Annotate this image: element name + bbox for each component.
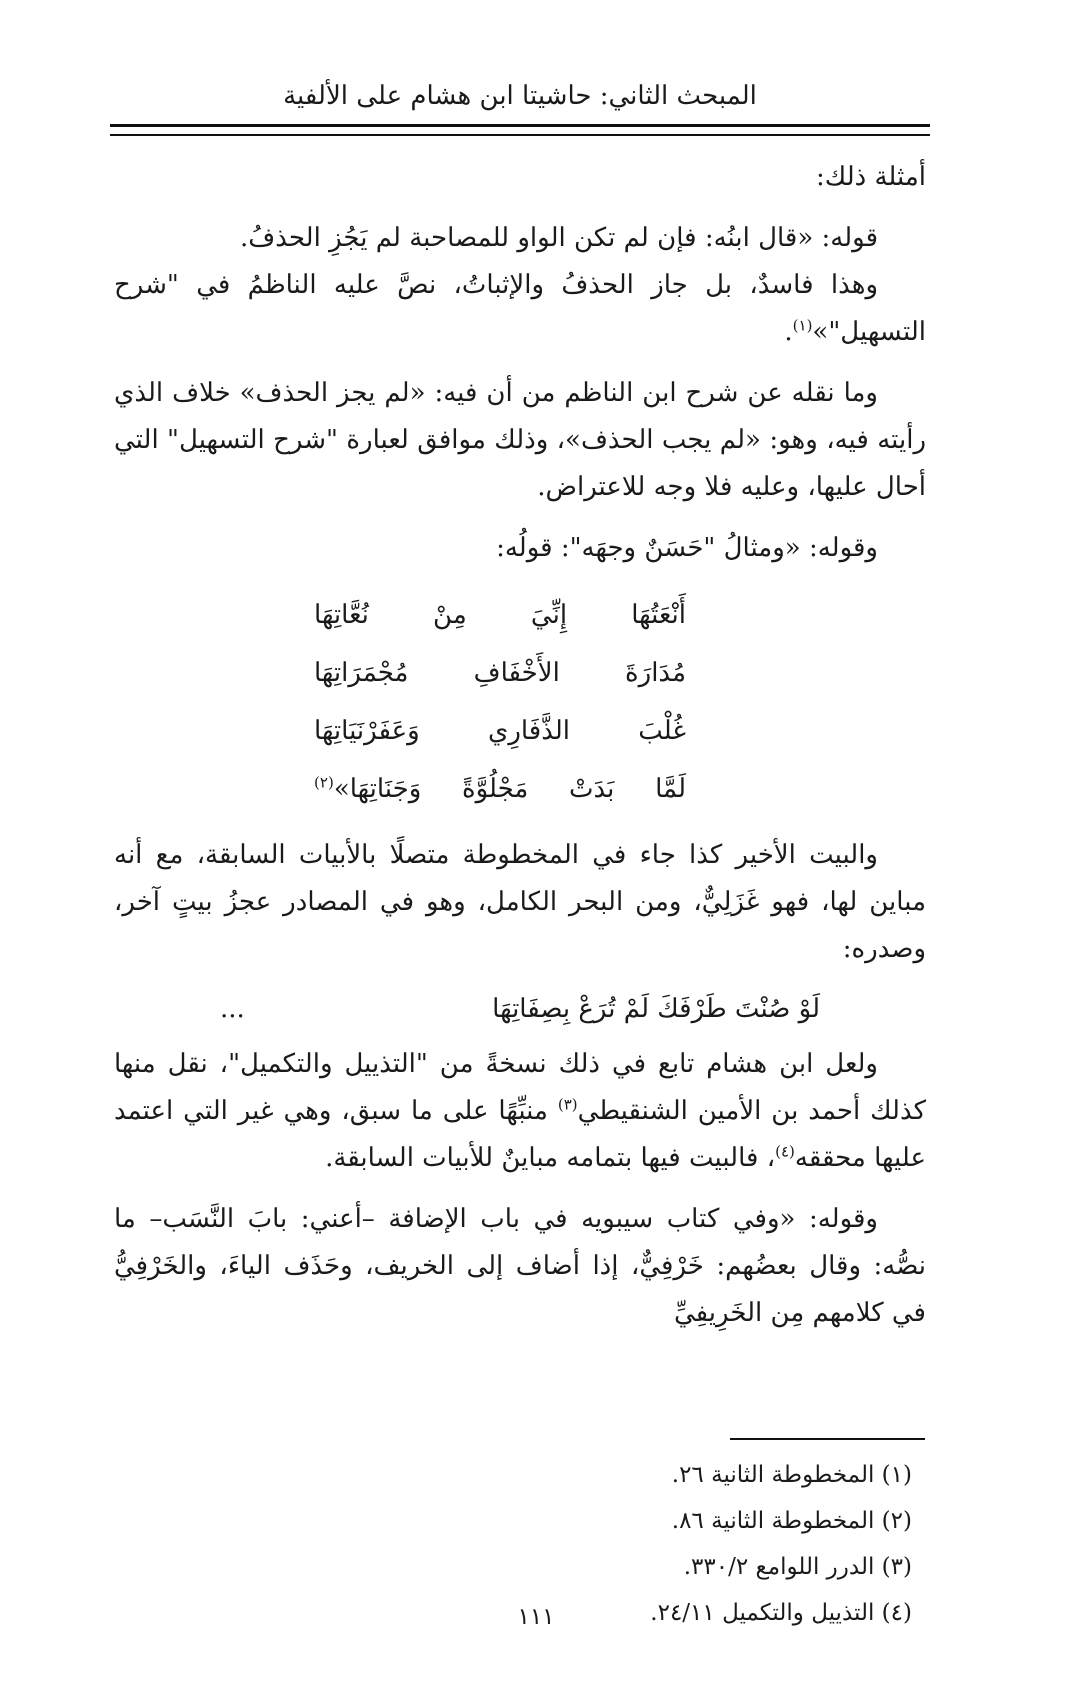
footnote-separator: [730, 1438, 925, 1440]
paragraph-examples-intro: أمثلة ذلك:: [816, 162, 926, 192]
footnote-1: (١) المخطوطة الثانية ٢٦.: [671, 1462, 912, 1488]
poem-word: إِنِّيَ: [530, 600, 568, 630]
poem-word: وَعَفَرْنَيَاتِهَا: [314, 716, 420, 746]
poem-word: وَجَنَاتِهَا»: [333, 774, 422, 804]
paragraph-last-verse-note: والبيت الأخير كذا جاء في المخطوطة متصلًا بالأبيات السابقة، مع أنه مباين لها، فهو غَزَلِيٌّ، ومن البحر الكامل، وهو في المصادر عجزُ بيتٍ آخر، وصدره:: [114, 840, 926, 964]
footnote-4: (٤) التذييل والتكميل ٢٤/١١.: [650, 1600, 912, 1626]
paragraph-text: ولعل ابن هشام تابع في ذلك نسخةً من "التذييل والتكميل"، نقل منها كذلك أحمد بن الأمين الشنقيطي: [114, 1049, 926, 1126]
footnote-3: (٣) الدرر اللوامع ٣٣٠/٢.: [683, 1554, 912, 1580]
footnote-ref-1: (١): [792, 316, 813, 335]
paragraph-refutation-end: .: [784, 317, 793, 347]
poem-word: مَجْلُوَّةً: [461, 774, 529, 804]
paragraph-sibawayh: وقوله: «وفي كتاب سيبويه في باب الإضافة –أعني: بابَ النَّسَب– ما نصُّه: وقال بعضُهم: خَرْفِيٌّ، إذا أضاف إلى الخريف، وحَذَف الياءَ، والخَرْفِيُّ في كلامهم مِن الخَرِيفِيِّ: [114, 1204, 926, 1328]
header-rule-thick: [110, 124, 930, 127]
poem-word: لَمَّا: [655, 774, 686, 804]
poem-line: [314, 760, 686, 818]
poem-word: الذَّفَارِي: [487, 716, 571, 746]
poem-word: بَدَتْ: [569, 774, 615, 804]
footnote-ref-3: (٣): [557, 1095, 578, 1114]
paragraph-example-intro: وقوله: «ومثالُ "حَسَنٌ وجهَه": قولُه:: [496, 533, 878, 563]
poem-line: [314, 586, 686, 644]
page-number: ١١١: [517, 1604, 555, 1630]
paragraph-ibn-hisham-source: [114, 1041, 926, 1182]
paragraph-text: منبِّهًا على ما سبق، وهي غير التي اعتمد عليها محققه: [114, 1096, 926, 1173]
header-rule-thin: [110, 134, 930, 136]
paragraph-refutation: [114, 262, 926, 356]
poem-word: غُلْبَ: [638, 716, 686, 746]
poem-word: أَنْعَتُهَا: [631, 600, 686, 630]
running-header: المبحث الثاني: حاشيتا ابن هشام على الألفية: [283, 81, 757, 111]
footnote-ref-2: (٢): [314, 773, 334, 792]
poem-word: مُدَارَةَ: [625, 658, 686, 688]
poem-word: الأَخْفَافِ: [473, 658, 560, 688]
footnote-ref-4: (٤): [775, 1142, 795, 1161]
paragraph-refutation-text: وهذا فاسدٌ، بل جاز الحذفُ والإثباتُ، نصَّ عليه الناظمُ في "شرح التسهيل"»: [114, 270, 926, 347]
verse-ellipsis: ...: [220, 994, 245, 1024]
poem-word: نُعَّاتِهَا: [314, 600, 369, 630]
main-text: [114, 154, 926, 1337]
poem-block: [314, 586, 686, 818]
poem-word: مِنْ: [433, 600, 467, 630]
paragraph-quote-ibn-nazim: قوله: «قال ابنُه: فإن لم تكن الواو للمصاحبة لم يَجُزِ الحذفُ.: [240, 223, 878, 253]
verse-text: لَوْ صُنْتَ طَرْفَكَ لَمْ تُرَعْ بِصِفَاتِهَا: [492, 994, 820, 1024]
paragraph-text: ، فالبيت فيها بتمامه مباينٌ للأبيات السابقة.: [325, 1143, 776, 1173]
footnote-2: (٢) المخطوطة الثانية ٨٦.: [671, 1508, 912, 1534]
paragraph-comment: وما نقله عن شرح ابن الناظم من أن فيه: «لم يجز الحذف» خلاف الذي رأيته فيه، وهو: «لم يجب الحذف»، وذلك موافق لعبارة "شرح التسهيل" التي أحال عليها، وعليه فلا وجه للاعتراض.: [114, 378, 926, 502]
poem-word-last: [314, 760, 421, 818]
poem-line: [314, 644, 686, 702]
poem-word: مُجْمَرَاتِهَا: [314, 658, 409, 688]
verse-line: [220, 983, 820, 1035]
poem-line: [314, 702, 686, 760]
